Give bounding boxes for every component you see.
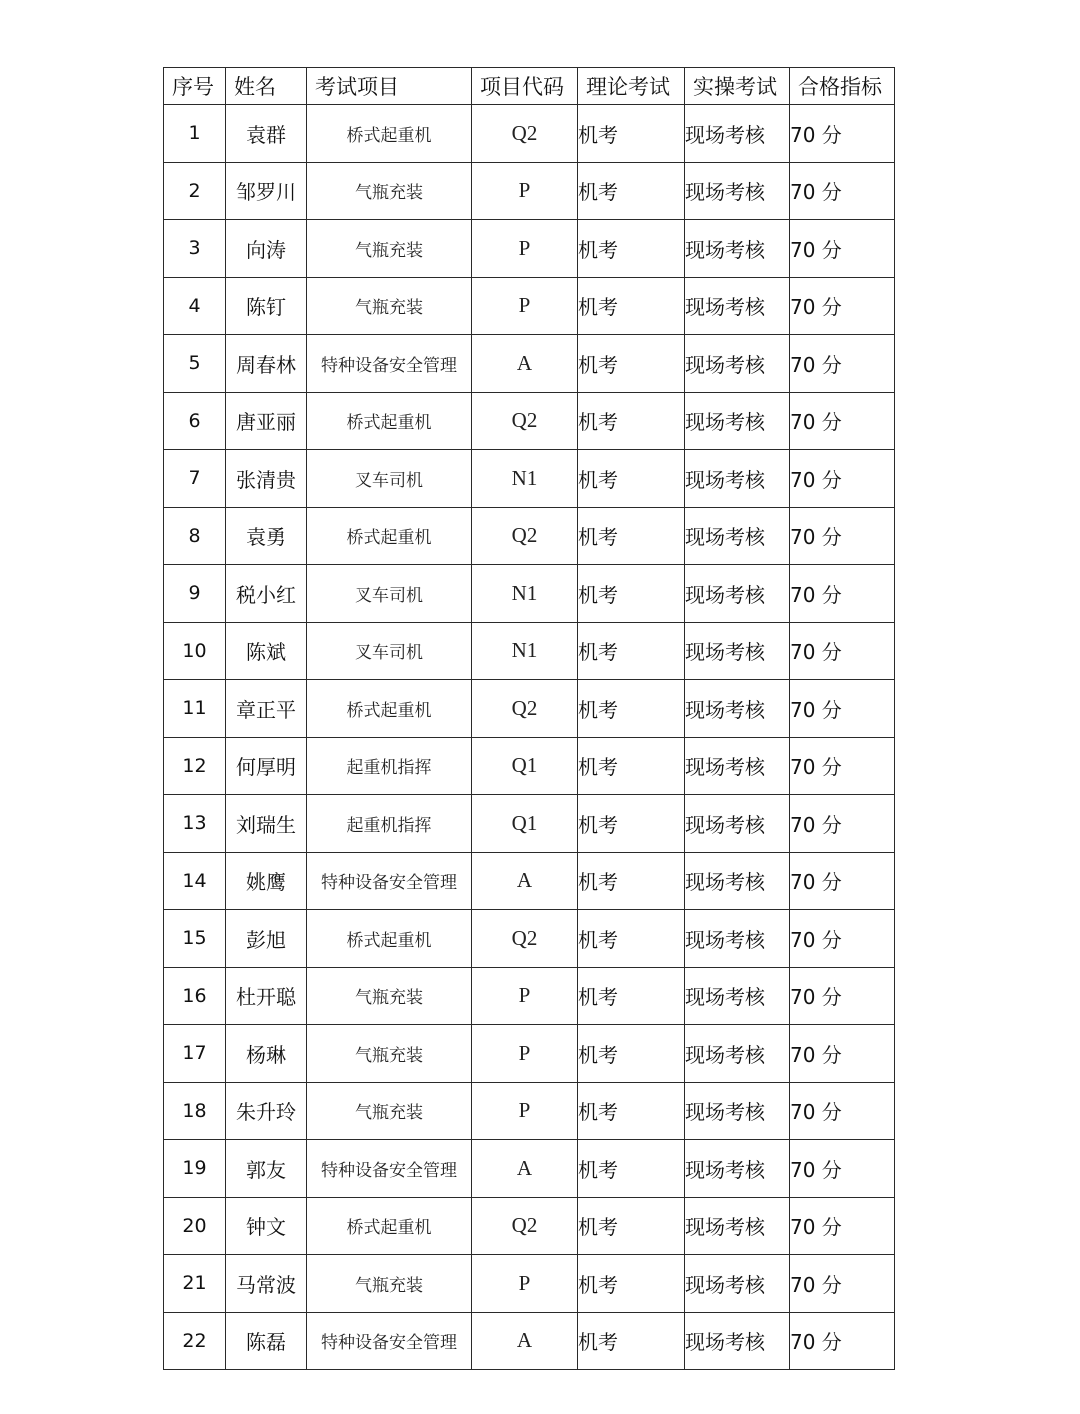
table-row (164, 507, 895, 565)
cell-seq: 9 (164, 565, 226, 623)
cell-item-code: A (472, 852, 578, 910)
cell-item-code: N1 (472, 622, 578, 680)
table-row (164, 680, 895, 738)
cell-item-code: A (472, 1312, 578, 1370)
cell-name: 马常波 (226, 1255, 307, 1313)
cell-practical-exam: 现场考核 (685, 277, 790, 335)
cell-seq: 20 (164, 1197, 226, 1255)
cell-seq: 15 (164, 910, 226, 968)
cell-name: 何厚明 (226, 737, 307, 795)
cell-theory-exam: 机考 (578, 622, 685, 680)
cell-practical-exam: 现场考核 (685, 450, 790, 508)
cell-pass-mark: 70 分 (790, 622, 895, 680)
cell-name: 陈斌 (226, 622, 307, 680)
cell-seq: 5 (164, 335, 226, 393)
cell-item-code: P (472, 1255, 578, 1313)
cell-exam-item: 叉车司机 (307, 622, 472, 680)
cell-seq: 17 (164, 1025, 226, 1083)
table-body (164, 105, 895, 1370)
cell-practical-exam: 现场考核 (685, 220, 790, 278)
cell-practical-exam: 现场考核 (685, 1197, 790, 1255)
exam-roster-table (163, 67, 895, 1370)
cell-item-code: Q2 (472, 392, 578, 450)
cell-exam-item: 桥式起重机 (307, 1197, 472, 1255)
cell-seq: 18 (164, 1082, 226, 1140)
header-item-code: 项目代码 (472, 68, 578, 105)
cell-theory-exam: 机考 (578, 565, 685, 623)
table-row (164, 277, 895, 335)
cell-exam-item: 特种设备安全管理 (307, 852, 472, 910)
cell-name: 陈钉 (226, 277, 307, 335)
cell-practical-exam: 现场考核 (685, 1025, 790, 1083)
cell-pass-mark: 70 分 (790, 1140, 895, 1198)
cell-name: 袁群 (226, 105, 307, 163)
cell-name: 彭旭 (226, 910, 307, 968)
cell-exam-item: 气瓶充装 (307, 1082, 472, 1140)
cell-pass-mark: 70 分 (790, 1082, 895, 1140)
cell-pass-mark: 70 分 (790, 680, 895, 738)
table-row (164, 335, 895, 393)
cell-name: 邹罗川 (226, 162, 307, 220)
cell-exam-item: 气瓶充装 (307, 162, 472, 220)
cell-item-code: A (472, 1140, 578, 1198)
cell-practical-exam: 现场考核 (685, 335, 790, 393)
cell-seq: 10 (164, 622, 226, 680)
table-header-row (164, 68, 895, 105)
cell-item-code: Q1 (472, 737, 578, 795)
cell-exam-item: 特种设备安全管理 (307, 1312, 472, 1370)
cell-theory-exam: 机考 (578, 910, 685, 968)
cell-practical-exam: 现场考核 (685, 507, 790, 565)
cell-seq: 14 (164, 852, 226, 910)
cell-pass-mark: 70 分 (790, 737, 895, 795)
table-row (164, 1312, 895, 1370)
cell-seq: 1 (164, 105, 226, 163)
cell-theory-exam: 机考 (578, 450, 685, 508)
cell-item-code: Q2 (472, 1197, 578, 1255)
cell-practical-exam: 现场考核 (685, 392, 790, 450)
cell-practical-exam: 现场考核 (685, 967, 790, 1025)
cell-exam-item: 叉车司机 (307, 450, 472, 508)
table-row (164, 1082, 895, 1140)
cell-seq: 4 (164, 277, 226, 335)
cell-seq: 7 (164, 450, 226, 508)
cell-theory-exam: 机考 (578, 105, 685, 163)
header-practical-exam: 实操考试 (685, 68, 790, 105)
cell-item-code: Q2 (472, 680, 578, 738)
header-pass-mark: 合格指标 (790, 68, 895, 105)
cell-pass-mark: 70 分 (790, 795, 895, 853)
cell-item-code: Q1 (472, 795, 578, 853)
cell-exam-item: 叉车司机 (307, 565, 472, 623)
cell-theory-exam: 机考 (578, 220, 685, 278)
cell-pass-mark: 70 分 (790, 162, 895, 220)
table-row (164, 737, 895, 795)
cell-name: 税小红 (226, 565, 307, 623)
cell-practical-exam: 现场考核 (685, 162, 790, 220)
cell-name: 杜开聪 (226, 967, 307, 1025)
cell-seq: 19 (164, 1140, 226, 1198)
cell-exam-item: 气瓶充装 (307, 967, 472, 1025)
table-row (164, 162, 895, 220)
cell-practical-exam: 现场考核 (685, 737, 790, 795)
table-row (164, 565, 895, 623)
cell-name: 杨琳 (226, 1025, 307, 1083)
cell-exam-item: 桥式起重机 (307, 910, 472, 968)
cell-exam-item: 桥式起重机 (307, 680, 472, 738)
cell-name: 钟文 (226, 1197, 307, 1255)
cell-theory-exam: 机考 (578, 392, 685, 450)
cell-exam-item: 起重机指挥 (307, 737, 472, 795)
cell-exam-item: 气瓶充装 (307, 1255, 472, 1313)
cell-practical-exam: 现场考核 (685, 105, 790, 163)
cell-exam-item: 桥式起重机 (307, 105, 472, 163)
cell-practical-exam: 现场考核 (685, 1312, 790, 1370)
cell-name: 刘瑞生 (226, 795, 307, 853)
table-row (164, 220, 895, 278)
cell-seq: 22 (164, 1312, 226, 1370)
cell-pass-mark: 70 分 (790, 910, 895, 968)
cell-pass-mark: 70 分 (790, 507, 895, 565)
cell-pass-mark: 70 分 (790, 392, 895, 450)
header-seq: 序号 (164, 68, 226, 105)
cell-item-code: P (472, 1082, 578, 1140)
cell-theory-exam: 机考 (578, 1312, 685, 1370)
cell-practical-exam: 现场考核 (685, 565, 790, 623)
cell-theory-exam: 机考 (578, 1140, 685, 1198)
cell-exam-item: 特种设备安全管理 (307, 335, 472, 393)
table-row (164, 967, 895, 1025)
cell-exam-item: 桥式起重机 (307, 392, 472, 450)
table-row (164, 622, 895, 680)
cell-practical-exam: 现场考核 (685, 680, 790, 738)
cell-name: 周春林 (226, 335, 307, 393)
cell-exam-item: 起重机指挥 (307, 795, 472, 853)
cell-name: 郭友 (226, 1140, 307, 1198)
cell-pass-mark: 70 分 (790, 450, 895, 508)
cell-item-code: N1 (472, 565, 578, 623)
cell-pass-mark: 70 分 (790, 1197, 895, 1255)
cell-theory-exam: 机考 (578, 1025, 685, 1083)
cell-seq: 21 (164, 1255, 226, 1313)
cell-seq: 16 (164, 967, 226, 1025)
cell-name: 袁勇 (226, 507, 307, 565)
cell-item-code: P (472, 162, 578, 220)
cell-name: 姚鹰 (226, 852, 307, 910)
table-row (164, 1140, 895, 1198)
cell-name: 朱升玲 (226, 1082, 307, 1140)
cell-exam-item: 气瓶充装 (307, 277, 472, 335)
cell-item-code: Q2 (472, 507, 578, 565)
header-exam-item: 考试项目 (307, 68, 472, 105)
cell-theory-exam: 机考 (578, 680, 685, 738)
table-row (164, 1197, 895, 1255)
cell-item-code: P (472, 967, 578, 1025)
cell-practical-exam: 现场考核 (685, 910, 790, 968)
cell-theory-exam: 机考 (578, 737, 685, 795)
cell-item-code: P (472, 220, 578, 278)
cell-practical-exam: 现场考核 (685, 1140, 790, 1198)
table-row (164, 852, 895, 910)
cell-pass-mark: 70 分 (790, 1025, 895, 1083)
cell-seq: 6 (164, 392, 226, 450)
cell-seq: 12 (164, 737, 226, 795)
cell-exam-item: 桥式起重机 (307, 507, 472, 565)
cell-item-code: P (472, 1025, 578, 1083)
cell-theory-exam: 机考 (578, 967, 685, 1025)
table-row (164, 392, 895, 450)
cell-practical-exam: 现场考核 (685, 852, 790, 910)
cell-pass-mark: 70 分 (790, 565, 895, 623)
cell-seq: 3 (164, 220, 226, 278)
cell-pass-mark: 70 分 (790, 335, 895, 393)
cell-theory-exam: 机考 (578, 852, 685, 910)
cell-practical-exam: 现场考核 (685, 795, 790, 853)
cell-pass-mark: 70 分 (790, 277, 895, 335)
cell-exam-item: 特种设备安全管理 (307, 1140, 472, 1198)
cell-practical-exam: 现场考核 (685, 1082, 790, 1140)
cell-name: 张清贵 (226, 450, 307, 508)
table-row (164, 105, 895, 163)
cell-theory-exam: 机考 (578, 1197, 685, 1255)
table-row (164, 795, 895, 853)
cell-item-code: N1 (472, 450, 578, 508)
cell-item-code: A (472, 335, 578, 393)
cell-pass-mark: 70 分 (790, 220, 895, 278)
cell-item-code: Q2 (472, 910, 578, 968)
table-row (164, 450, 895, 508)
cell-seq: 11 (164, 680, 226, 738)
table-row (164, 910, 895, 968)
cell-theory-exam: 机考 (578, 1082, 685, 1140)
cell-theory-exam: 机考 (578, 335, 685, 393)
cell-name: 向涛 (226, 220, 307, 278)
header-theory-exam: 理论考试 (578, 68, 685, 105)
cell-item-code: P (472, 277, 578, 335)
table-row (164, 1025, 895, 1083)
cell-seq: 13 (164, 795, 226, 853)
cell-pass-mark: 70 分 (790, 967, 895, 1025)
cell-exam-item: 气瓶充装 (307, 220, 472, 278)
cell-name: 章正平 (226, 680, 307, 738)
cell-practical-exam: 现场考核 (685, 1255, 790, 1313)
cell-theory-exam: 机考 (578, 1255, 685, 1313)
cell-theory-exam: 机考 (578, 507, 685, 565)
cell-practical-exam: 现场考核 (685, 622, 790, 680)
header-name: 姓名 (226, 68, 307, 105)
table-row (164, 1255, 895, 1313)
cell-theory-exam: 机考 (578, 277, 685, 335)
cell-pass-mark: 70 分 (790, 1312, 895, 1370)
cell-name: 唐亚丽 (226, 392, 307, 450)
cell-theory-exam: 机考 (578, 795, 685, 853)
cell-pass-mark: 70 分 (790, 1255, 895, 1313)
cell-theory-exam: 机考 (578, 162, 685, 220)
cell-exam-item: 气瓶充装 (307, 1025, 472, 1083)
cell-item-code: Q2 (472, 105, 578, 163)
cell-pass-mark: 70 分 (790, 105, 895, 163)
cell-seq: 2 (164, 162, 226, 220)
cell-pass-mark: 70 分 (790, 852, 895, 910)
cell-seq: 8 (164, 507, 226, 565)
cell-name: 陈磊 (226, 1312, 307, 1370)
